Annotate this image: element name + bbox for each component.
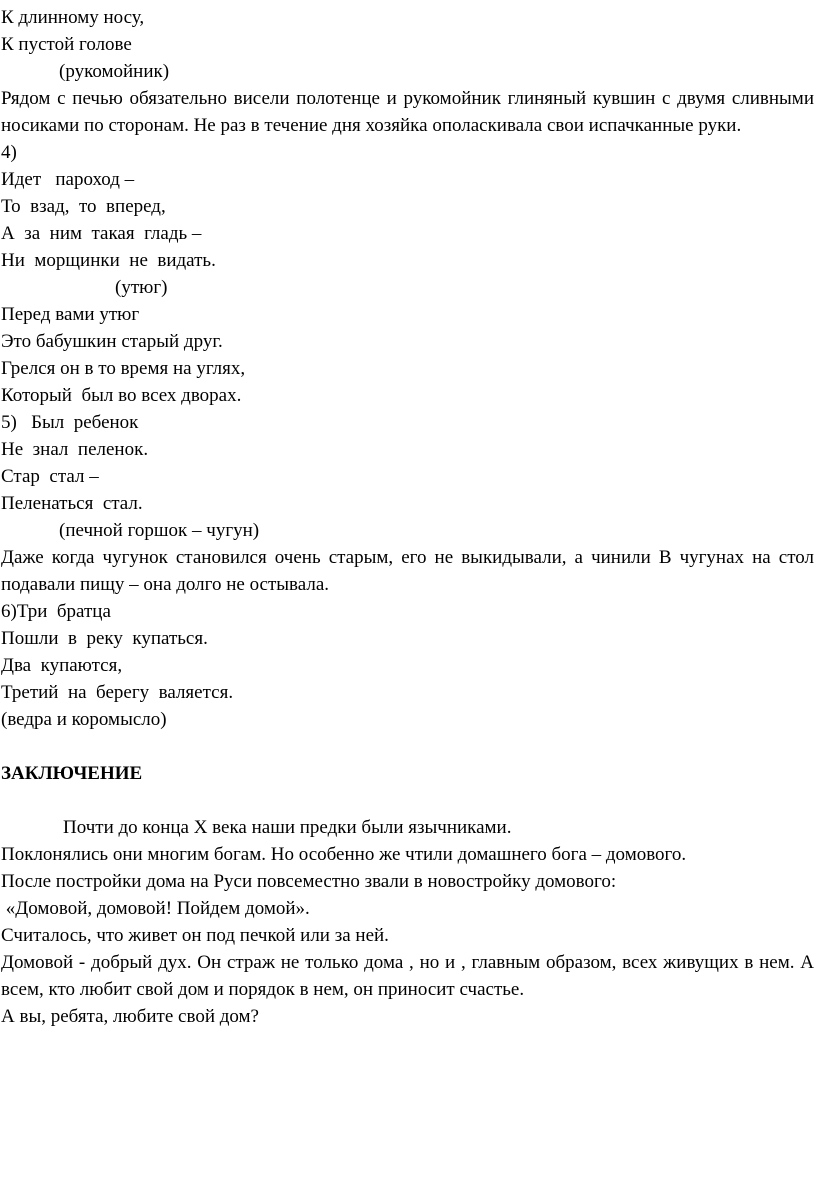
riddle-line: Идет пароход –	[1, 169, 135, 190]
riddle-line: Не знал пеленок.	[1, 439, 149, 460]
riddle-answer: (рукомойник)	[59, 61, 170, 82]
conclusion-paragraph: Домовой - добрый дух. Он страж не только дома , но и , главным образом, всех живущих в нем. А всем, кто любит свой дом и порядок в нем, он приносит счастье.	[1, 952, 814, 1000]
section-heading: ЗАКЛЮЧЕНИЕ	[1, 763, 143, 784]
verse-line: Это бабушкин старый друг.	[1, 331, 223, 352]
conclusion-quote: «Домовой, домовой! Пойдем домой».	[1, 898, 310, 919]
riddle-line: Пошли в реку купаться.	[1, 628, 208, 649]
riddle-number: 4)	[1, 142, 17, 163]
explanation-paragraph: Даже когда чугунок становился очень старым, его не выкидывали, а чинили В чугунах на стол подавали пищу – она долго не остывала.	[1, 547, 814, 595]
conclusion-paragraph: После постройки дома на Руси повсеместно звали в новостройку домового:	[1, 871, 617, 892]
riddle-answer: (утюг)	[115, 277, 168, 298]
spacer	[1, 733, 814, 760]
riddle-line: Третий на берегу валяется.	[1, 682, 234, 703]
riddle-line: Два купаются,	[1, 655, 123, 676]
verse-line: Перед вами утюг	[1, 304, 140, 325]
riddle-line: То взад, то вперед,	[1, 196, 166, 217]
riddle-line: 6)Три братца	[1, 601, 111, 622]
conclusion-paragraph: Поклонялись они многим богам. Но особенно же чтили домашнего бога – домового.	[1, 844, 687, 865]
conclusion-intro: Почти до конца Х века наши предки были язычниками.	[63, 817, 512, 838]
riddle-answer: (ведра и коромысло)	[1, 709, 167, 730]
riddle-line: Пеленаться стал.	[1, 493, 143, 514]
riddle-line: А за ним такая гладь –	[1, 223, 202, 244]
conclusion-paragraph: Считалось, что живет он под печкой или за ней.	[1, 925, 389, 946]
verse-line: Грелся он в то время на углях,	[1, 358, 246, 379]
explanation-paragraph: Рядом с печью обязательно висели полотенце и рукомойник глиняный кувшин с двумя сливными носиками по сторонам. Не раз в течение дня хозяйка ополаскивала свои испачканные руки.	[1, 88, 814, 136]
conclusion-question: А вы, ребята, любите свой дом?	[1, 1006, 259, 1027]
riddle-line: 5) Был ребенок	[1, 412, 139, 433]
spacer	[1, 787, 814, 814]
riddle-answer: (печной горшок – чугун)	[59, 520, 260, 541]
riddle-line: Стар стал –	[1, 466, 99, 487]
riddle-line: К длинному носу,	[1, 7, 145, 28]
riddle-line: К пустой голове	[1, 34, 132, 55]
riddle-line: Ни морщинки не видать.	[1, 250, 216, 271]
verse-line: Который был во всех дворах.	[1, 385, 242, 406]
